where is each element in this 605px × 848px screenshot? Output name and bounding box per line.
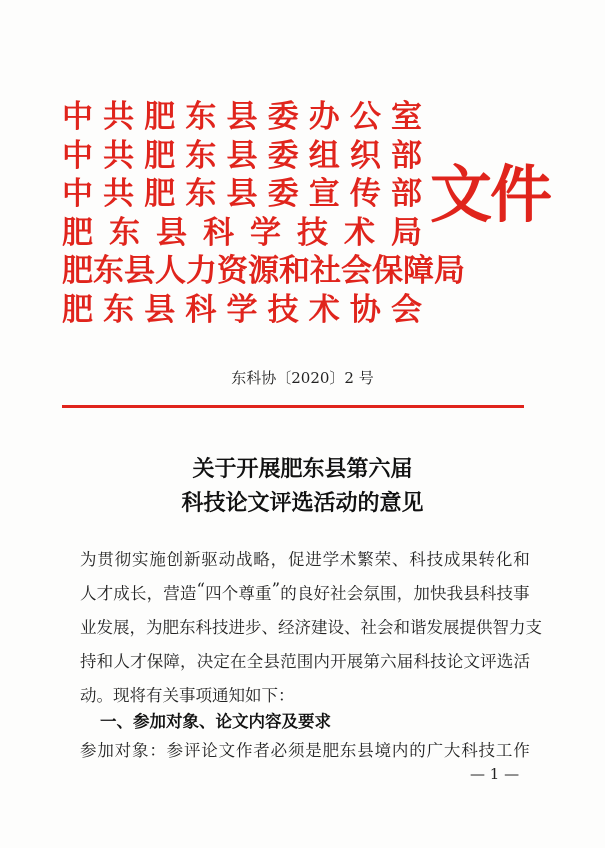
body-char: 步	[245, 618, 262, 637]
body-char: 力	[509, 618, 526, 637]
body-char: 内	[391, 741, 409, 760]
body-char: 创	[166, 550, 184, 569]
body-char: 的	[409, 741, 426, 760]
issuer-char: 办	[308, 99, 340, 135]
body-char: 决	[196, 652, 214, 671]
document-number: 东科协〔2020〕2 号	[231, 369, 374, 387]
body-char: 营	[163, 584, 180, 603]
body-char: 转	[478, 550, 496, 569]
body-char: 战	[235, 550, 253, 569]
body-char: 驱	[201, 550, 218, 569]
body-char: 促	[287, 550, 305, 569]
issuer-char: 会	[341, 253, 372, 289]
issuer-char: 肥	[144, 137, 176, 174]
body-char: 、	[391, 550, 409, 569]
body-char: 展	[443, 618, 460, 637]
issuer-char: 部	[391, 176, 422, 212]
body-char: ，	[396, 584, 414, 603]
issuer-char: 技	[267, 291, 299, 328]
body-char: 进	[305, 550, 322, 569]
body-char: 繁	[357, 550, 374, 569]
issuer-char: 局	[434, 253, 465, 289]
issuer-char: 源	[248, 253, 279, 289]
section-heading: 一、参加对象、论文内容及要求	[100, 712, 331, 731]
body-char: ，	[180, 652, 197, 671]
issuer-char: 县	[226, 99, 258, 135]
body-char: 在	[230, 652, 247, 671]
body-char: 尊	[238, 584, 255, 603]
issuer-char: 县	[226, 176, 258, 212]
issuer-char: 东	[185, 99, 217, 135]
body-char: 社	[330, 584, 347, 603]
body-paragraph-line	[80, 737, 530, 761]
issuer-char: 东	[103, 291, 135, 328]
body-char: 发	[426, 618, 443, 637]
body-char: 智	[492, 618, 509, 637]
issuer-char: 肥	[62, 214, 93, 251]
body-char: 建	[311, 618, 328, 637]
body-char: 加	[97, 741, 114, 760]
body-char: 我	[446, 584, 464, 603]
body-char: 对	[114, 741, 132, 760]
issuer-char: 学	[226, 291, 258, 328]
issuer-line	[62, 175, 422, 214]
body-char: 工	[495, 741, 513, 760]
body-char: 参	[80, 741, 97, 760]
body-char: 会	[377, 618, 394, 637]
body-char: 良	[296, 584, 314, 603]
body-char: 事	[513, 584, 530, 603]
body-char: 学	[322, 550, 340, 569]
body-char: 参	[166, 741, 184, 760]
body-char: 长	[129, 584, 147, 603]
issuer-char: 肥	[144, 99, 176, 135]
body-char: 开	[330, 652, 347, 671]
body-char: 好	[313, 584, 330, 603]
body-char: 广	[426, 741, 444, 760]
body-paragraph-line	[80, 648, 530, 672]
body-char: 文	[218, 741, 236, 760]
issuer-char: 科	[185, 291, 217, 328]
issuer-char: 东	[109, 214, 140, 251]
body-char: 论	[201, 741, 218, 760]
issuer-char: 社	[310, 253, 341, 289]
body-char: ，	[270, 550, 288, 569]
body-char: 科	[409, 550, 426, 569]
body-char: 境	[374, 741, 392, 760]
body-char: 才	[96, 584, 114, 603]
body-char: 县	[263, 652, 280, 671]
body-char: 障	[163, 652, 180, 671]
body-paragraph-line	[80, 546, 530, 570]
body-char: 技	[496, 584, 514, 603]
body-char: 文	[463, 652, 480, 671]
body-char: 技	[478, 741, 496, 760]
issuer-char: 学	[250, 214, 281, 251]
body-char: 的	[280, 584, 297, 603]
body-char: ：	[149, 741, 166, 760]
body-char: 展	[346, 652, 364, 671]
issuer-char: 室	[391, 99, 422, 135]
body-char: 氛	[363, 584, 380, 603]
issuer-char: 人	[155, 253, 186, 289]
issuer-char: 中	[62, 137, 93, 174]
body-char: 荣	[374, 550, 392, 569]
issuer-char: 和	[279, 253, 310, 289]
issuer-char: 肥	[62, 253, 93, 289]
body-paragraph-line	[80, 580, 530, 604]
body-char: 届	[396, 652, 414, 671]
body-char: ，	[129, 618, 146, 637]
body-char: 是	[305, 741, 322, 760]
document-title-line-1: 关于开展肥东县第六届	[192, 456, 413, 482]
issuer-line	[62, 98, 422, 137]
body-char: ”	[271, 580, 281, 599]
body-char: 科	[479, 584, 497, 603]
body-char: 业	[80, 618, 97, 637]
body-char: 活	[513, 652, 530, 671]
issuer-char: 东	[185, 176, 217, 212]
body-char: 第	[363, 652, 380, 671]
issuer-line	[62, 137, 422, 176]
body-char: 和	[513, 550, 530, 569]
body-char: 个	[221, 584, 239, 603]
issuer-char: 县	[124, 253, 155, 289]
issuer-line	[62, 252, 465, 291]
issuer-char: 肥	[62, 291, 93, 328]
body-char: ，	[146, 584, 164, 603]
issuer-char: 共	[103, 176, 135, 212]
body-char: 施	[149, 550, 166, 569]
body-char: 大	[443, 741, 461, 760]
body-char: 作	[235, 741, 253, 760]
body-char: 供	[476, 618, 493, 637]
issuer-char: 委	[267, 99, 299, 135]
body-char: 内	[313, 652, 330, 671]
issuer-char: 障	[403, 253, 434, 289]
document-type-label: 文件	[430, 158, 551, 231]
issuer-char: 技	[297, 214, 328, 251]
red-divider-line	[62, 405, 524, 408]
issuer-char: 东	[185, 137, 217, 174]
issuer-char: 保	[372, 253, 403, 289]
issuer-char: 术	[344, 214, 375, 251]
issuer-line	[62, 291, 422, 330]
body-char: 人	[113, 652, 130, 671]
body-char: 科	[195, 618, 212, 637]
body-char: 设	[327, 618, 344, 637]
body-char: 会	[346, 584, 364, 603]
issuer-char: 部	[391, 137, 422, 174]
body-char: 重	[254, 584, 272, 603]
issuer-char: 共	[103, 99, 135, 135]
body-char: 为	[80, 550, 97, 569]
body-char: 果	[461, 550, 478, 569]
body-char: 技	[212, 618, 229, 637]
body-char: 科	[461, 741, 478, 760]
body-char: 评	[183, 741, 201, 760]
body-char: 选	[496, 652, 514, 671]
body-char: 县	[357, 741, 374, 760]
body-char: 象	[131, 741, 149, 760]
body-char: 持	[80, 652, 97, 671]
body-char: 化	[495, 550, 513, 569]
issuer-char: 组	[308, 137, 340, 174]
issuer-char: 共	[103, 137, 135, 174]
issuer-char: 力	[186, 253, 217, 289]
body-char: 须	[287, 741, 305, 760]
body-char: 支	[525, 618, 542, 637]
issuer-char: 局	[391, 214, 422, 251]
issuer-char: 资	[217, 253, 248, 289]
body-char: 为	[146, 618, 163, 637]
issuer-char: 肥	[144, 176, 176, 212]
body-char: 作	[513, 741, 530, 760]
body-char: 和	[96, 652, 114, 671]
body-char: 保	[146, 652, 164, 671]
issuer-char: 会	[391, 291, 422, 328]
issuer-char: 县	[144, 291, 176, 328]
page-number: — 1 —	[470, 765, 520, 783]
body-char: 经	[278, 618, 295, 637]
issuer-char: 中	[62, 99, 93, 135]
issuer-line	[62, 214, 422, 253]
body-char: 造	[179, 584, 197, 603]
body-char: 济	[294, 618, 311, 637]
body-char: 东	[179, 618, 196, 637]
body-char: 技	[430, 652, 447, 671]
issuer-char: 县	[156, 214, 187, 251]
body-char: 县	[463, 584, 480, 603]
body-char: 人	[80, 584, 97, 603]
body-char: 成	[113, 584, 130, 603]
body-char: 发	[96, 618, 113, 637]
body-char: 彻	[114, 550, 132, 569]
issuer-char: 公	[349, 99, 381, 135]
issuer-char: 术	[308, 291, 340, 328]
body-char: 和	[393, 618, 410, 637]
body-char: 东	[339, 741, 357, 760]
body-char: 定	[213, 652, 230, 671]
body-char: 六	[380, 652, 397, 671]
body-char: 、	[261, 618, 278, 637]
body-char: 论	[446, 652, 464, 671]
issuing-organizations	[62, 98, 465, 329]
document-title-line-2: 科技论文评选活动的意见	[181, 490, 424, 516]
issuer-char: 协	[349, 291, 381, 328]
body-char: 提	[459, 618, 476, 637]
body-paragraph-line	[80, 614, 542, 638]
body-char: 略	[253, 550, 270, 569]
issuer-char: 传	[349, 176, 381, 212]
body-char: 技	[426, 550, 444, 569]
body-char: 评	[480, 652, 497, 671]
body-char: 才	[130, 652, 147, 671]
body-char: 者	[253, 741, 270, 760]
issuer-char: 宣	[308, 176, 340, 212]
body-char: 动	[218, 550, 236, 569]
body-char: 全	[246, 652, 264, 671]
body-char: “	[196, 580, 205, 599]
body-char: 谐	[410, 618, 427, 637]
body-char: 肥	[322, 741, 340, 760]
issuer-char: 织	[349, 137, 381, 174]
body-char: 肥	[162, 618, 179, 637]
issuer-char: 委	[267, 176, 299, 212]
body-char: 新	[183, 550, 201, 569]
issuer-char: 科	[203, 214, 234, 251]
body-char: 贯	[97, 550, 114, 569]
body-char: 快	[429, 584, 447, 603]
body-paragraph-line: 动。现将有关事项通知如下：	[80, 686, 295, 705]
issuer-char: 中	[62, 176, 93, 212]
body-char: 必	[270, 741, 288, 760]
body-char: 加	[413, 584, 430, 603]
body-char: 、	[344, 618, 361, 637]
body-char: 进	[228, 618, 245, 637]
body-char: 成	[443, 550, 461, 569]
body-char: 实	[131, 550, 149, 569]
body-char: 围	[296, 652, 314, 671]
issuer-char: 委	[267, 137, 299, 174]
issuer-char: 东	[93, 253, 124, 289]
body-char: 展	[113, 618, 130, 637]
body-char: 四	[205, 584, 222, 603]
body-char: 范	[280, 652, 297, 671]
body-char: 术	[339, 550, 357, 569]
issuer-char: 县	[226, 137, 258, 174]
body-char: 社	[360, 618, 377, 637]
body-char: 围	[380, 584, 397, 603]
body-char: 科	[413, 652, 430, 671]
